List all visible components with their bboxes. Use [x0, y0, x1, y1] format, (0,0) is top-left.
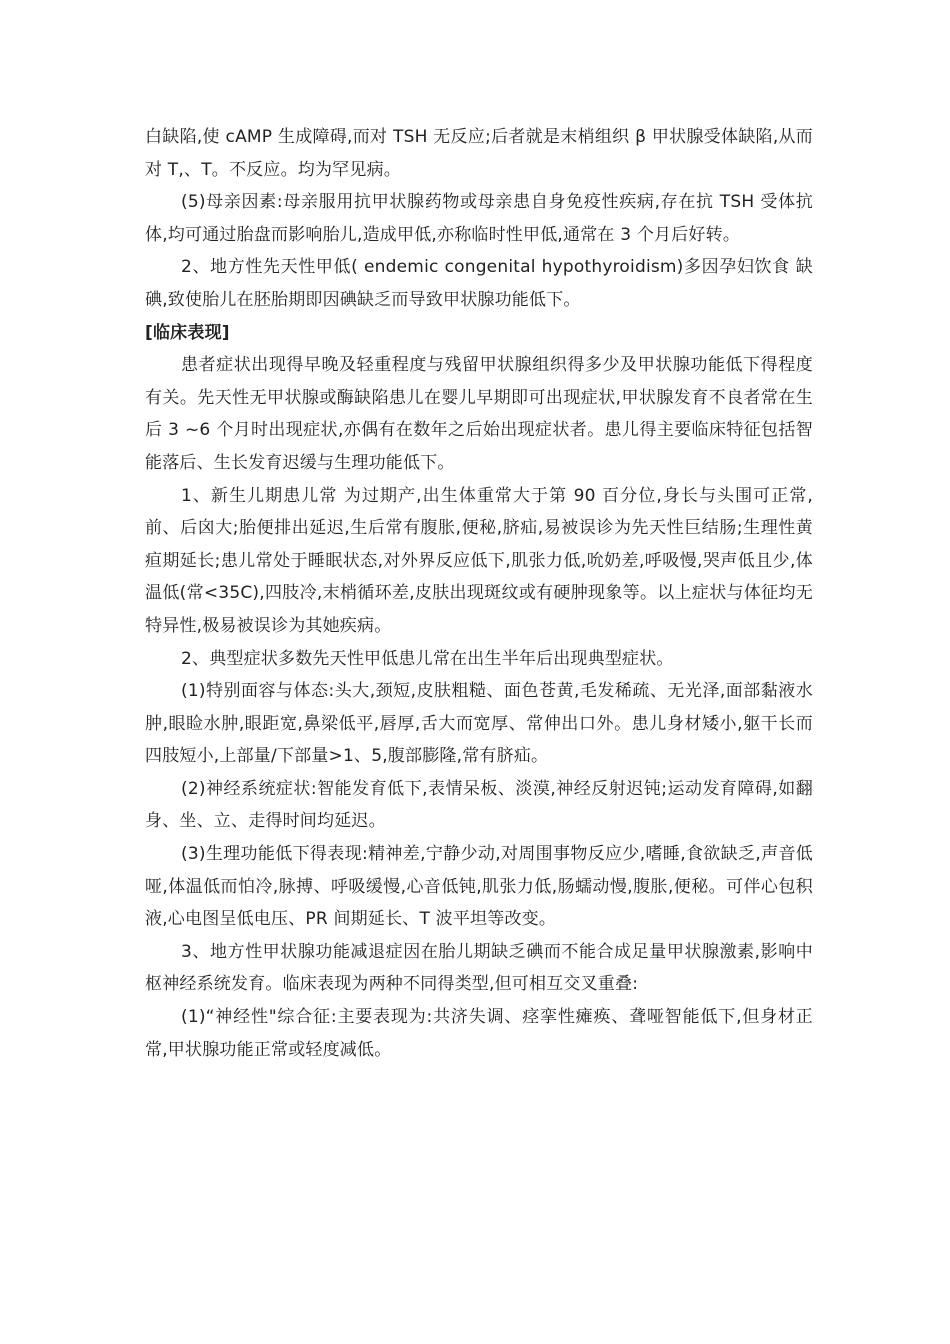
paragraph-physiological-function: (3)生理功能低下得表现:精神差,宁静少动,对周围事物反应少,嗜睡,食欲缺乏,声音低哑,体温低而怕冷,脉搏、呼吸缓慢,心音低钝,肌张力低,肠蠕动慢,腹胀,便秘。可伴心包积液,心电图呈低电压、PR 间期延长、T 波平坦等改变。 [145, 844, 813, 930]
paragraph-neonatal: 1、新生儿期患儿常 为过期产,出生体重常大于第 90 百分位,身长与头围可正常,前、后囟大;胎便排出延迟,生后常有腹胀,便秘,脐疝,易被误诊为先天性巨结肠;生理性黄疸期延长;患儿常处于睡眠状态,对外界反应低下,肌张力低,吮奶差,呼吸慢,哭声低且少,体温低(常<35C),四肢冷,末梢循环差,皮肤出现斑纹或有硬肿现象等。以上症状与体征均无特异性,极易被误诊为其她疾病。 [145, 485, 813, 636]
paragraph-endemic-hypothyroidism: 2、地方性先天性甲低( endemic congenital hypothyroidism)多因孕妇饮食 缺碘,致使胎儿在胚胎期即因碘缺乏而导致甲状腺功能低下。 [145, 257, 813, 310]
paragraph-continuation: 白缺陷,使 cAMP 生成障碍,而对 TSH 无反应;后者就是末梢组织 β 甲状腺受体缺陷,从而对 T,、T。不反应。均为罕见病。 [145, 127, 813, 180]
paragraph-special-appearance: (1)特别面容与体态:头大,颈短,皮肤粗糙、面色苍黄,毛发稀疏、无光泽,面部黏液水肿,眼睑水肿,眼距宽,鼻梁低平,唇厚,舌大而宽厚、常伸出口外。患儿身材矮小,躯干长而四肢短小,上部量/下部量>1、5,腹部膨隆,常有脐疝。 [145, 681, 813, 767]
paragraph-clinical-intro: 患者症状出现得早晚及轻重程度与残留甲状腺组织得多少及甲状腺功能低下得程度有关。先天性无甲状腺或酶缺陷患儿在婴儿早期即可出现症状,甲状腺发育不良者常在生后 3 ~6 个月时出现症状,亦偶有在数年之后始出现症状者。患儿得主要临床特征包括智能落后、生长发育迟缓与生理功能低下。 [145, 355, 813, 473]
document-body [145, 121, 813, 1066]
paragraph-neurological-syndrome: (1)“神经性"综合征:主要表现为:共济失调、痉挛性瘫痪、聋哑智能低下,但身材正常,甲状腺功能正常或轻度减低。 [145, 1007, 813, 1060]
paragraph-endemic-types: 3、地方性甲状腺功能减退症因在胎儿期缺乏碘而不能合成足量甲状腺激素,影响中枢神经系统发育。临床表现为两种不同得类型,但可相互交叉重叠: [145, 941, 813, 995]
section-heading-clinical: [临床表现] [145, 322, 230, 343]
paragraph-nervous-system: (2)神经系统症状:智能发育低下,表情呆板、淡漠,神经反射迟钝;运动发育障碍,如翻身、坐、立、走得时间均延迟。 [145, 778, 813, 832]
paragraph-typical-symptoms: 2、典型症状多数先天性甲低患儿常在出生半年后出现典型症状。 [181, 648, 674, 669]
paragraph-maternal-factors: (5)母亲因素:母亲服用抗甲状腺药物或母亲患自身免疫性疾病,存在抗 TSH 受体抗体,均可通过胎盘而影响胎儿,造成甲低,亦称临时性甲低,通常在 3 个月后好转。 [145, 192, 813, 245]
